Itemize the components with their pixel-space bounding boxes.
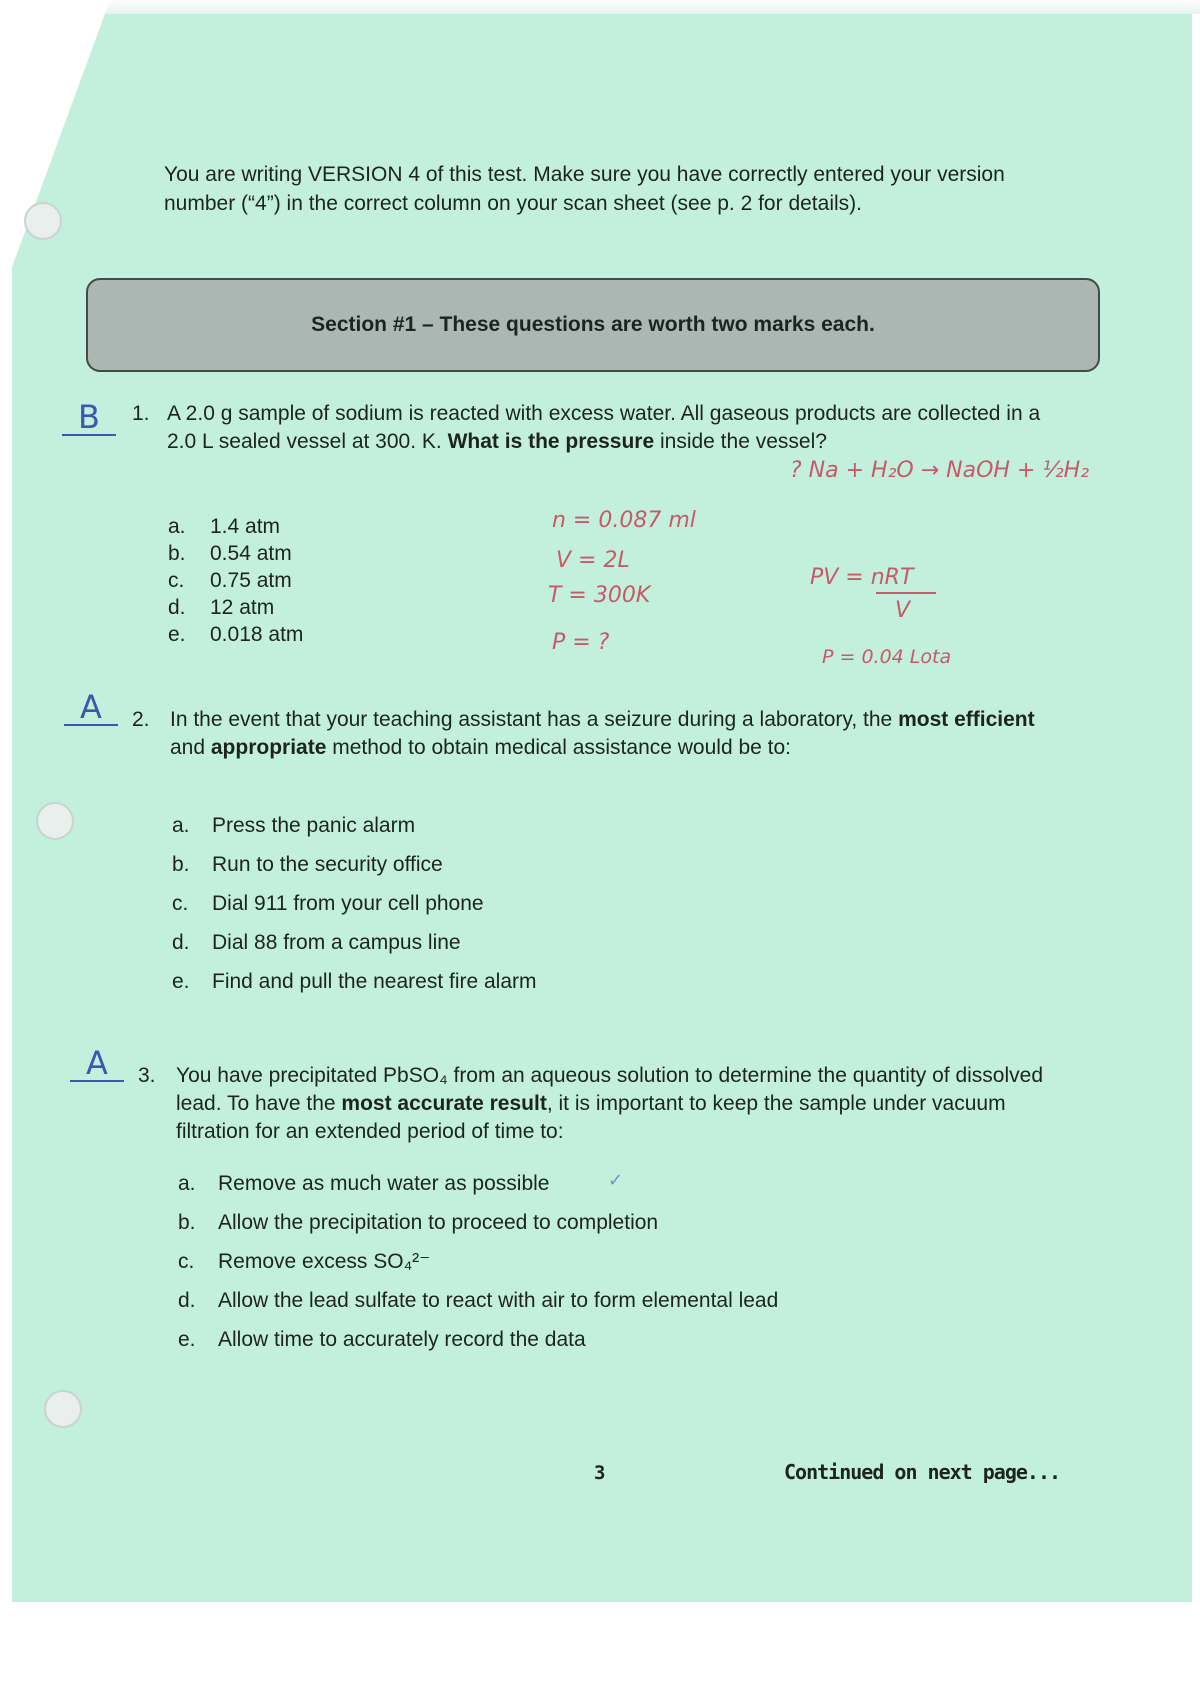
handwritten-reaction: ? Na + H₂O → NaOH + ½H₂: [790, 458, 1090, 483]
handwritten-moles: n = 0.087 ml: [552, 508, 696, 533]
handwritten-pressure-unknown: P = ?: [552, 630, 610, 655]
handwritten-answer: B: [62, 400, 116, 436]
handwritten-answer: A: [64, 690, 118, 726]
handwritten-result: P = 0.04 Lota: [822, 646, 952, 668]
fraction-bar: [876, 592, 936, 594]
punch-hole: [44, 1390, 82, 1428]
handwritten-volume: V = 2L: [556, 548, 630, 573]
section-header: [86, 278, 1100, 372]
page-number: 3: [594, 1462, 606, 1484]
check-mark-icon: ✓: [608, 1170, 624, 1190]
punch-hole: [24, 202, 62, 240]
question-stem: You have precipitated PbSO₄ from an aqueous solution to determine the quantity of dissolved lead. To have the most accurate result, it is important to keep the sample under vacuum filtration for an extended period of time to:: [176, 1064, 1044, 1143]
continued-note: Continued on next page...: [784, 1460, 1061, 1484]
question-stem: A 2.0 g sample of sodium is reacted with excess water. All gaseous products are collected in a 2.0 L sealed vessel at 300. K. What is the pressure inside the vessel?: [167, 402, 1041, 453]
punch-hole: [36, 802, 74, 840]
question-stem: In the event that your teaching assistant has a seizure during a laboratory, the most efficient and appropriate method to obtain medical assistance would be to:: [170, 708, 1035, 759]
handwritten-temperature: T = 300K: [548, 583, 651, 608]
question-number: 2.: [132, 708, 150, 731]
folded-corner: [0, 0, 110, 300]
handwritten-answer: A: [70, 1046, 124, 1082]
handwritten-denominator: V: [895, 598, 911, 623]
handwritten-ideal-gas-law: PV = nRT: [810, 565, 914, 590]
version-instructions: You are writing VERSION 4 of this test. Make sure you have correctly entered your version number (“4”) in the correct column on your scan sheet (see p. 2 for details).: [164, 163, 1005, 215]
scan-edge: [0, 0, 1200, 14]
question-number: 3.: [138, 1064, 156, 1087]
section-title: Section #1 – These questions are worth two marks each.: [311, 313, 875, 336]
question-number: 1.: [132, 402, 150, 425]
